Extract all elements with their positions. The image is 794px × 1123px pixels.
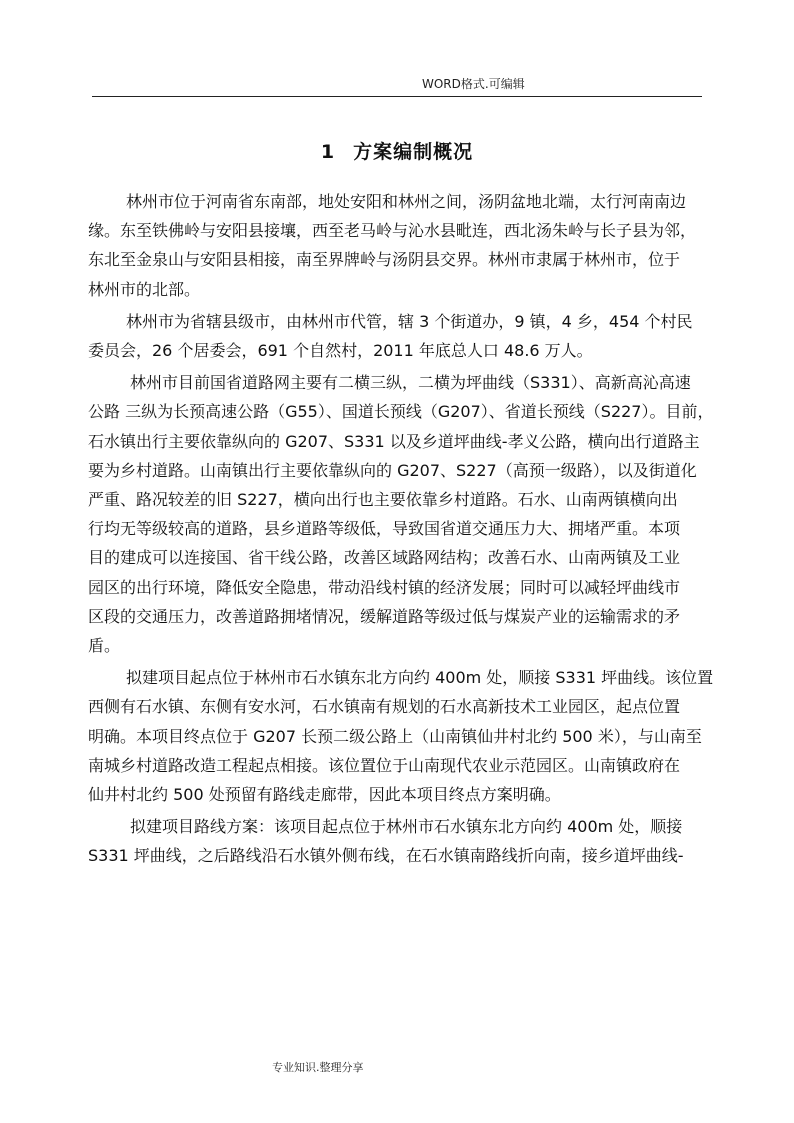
paragraph-line: 西侧有石水镇、东侧有安水河，石水镇南有规划的石水高新技术工业园区，起点位置 bbox=[88, 697, 681, 717]
paragraph bbox=[88, 368, 714, 660]
paragraph-line: 目的建成可以连接国、省干线公路，改善区域路网结构；改善石水、山南两镇及工业 bbox=[88, 548, 681, 568]
paragraph bbox=[88, 663, 714, 809]
page-footer: 专业知识.整理分享 bbox=[272, 1061, 364, 1074]
paragraph-line: 南城乡村道路改造工程起点相接。该位置位于山南现代农业示范园区。山南镇政府在 bbox=[88, 755, 681, 775]
paragraph-line: 盾。 bbox=[88, 636, 121, 656]
paragraph-line: 公路 三纵为长预高速公路（G55）、国道长预线（G207）、省道长预线（S227）。目前， bbox=[88, 402, 714, 422]
paragraph-line: 东北至金泉山与安阳县相接，南至界牌岭与汤阴县交界。林州市隶属于林州市，位于 bbox=[88, 250, 681, 270]
paragraph-line: 委员会，26 个居委会，691 个自然村，2011 年底总人口 48.6 万人。 bbox=[88, 341, 593, 361]
paragraph-line: 明确。本项目终点位于 G207 长预二级公路上（山南镇仙井村北约 500 米），与山南至 bbox=[88, 726, 702, 746]
paragraph-line: 严重、路况较差的旧 S227，横向出行也主要依靠乡村道路。石水、山南两镇横向出 bbox=[88, 490, 678, 510]
page-header bbox=[92, 74, 702, 97]
section-title bbox=[92, 140, 702, 164]
header-text: WORD格式.可编辑 bbox=[422, 77, 525, 91]
document-body bbox=[88, 187, 714, 871]
paragraph-line: 区段的交通压力，改善道路拥堵情况，缓解道路等级过低与煤炭产业的运输需求的矛 bbox=[88, 606, 681, 626]
paragraph-line: 石水镇出行主要依靠纵向的 G207、S331 以及乡道坪曲线-孝义公路，横向出行道路主 bbox=[88, 431, 700, 451]
paragraph-line: 要为乡村道路。山南镇出行主要依靠纵向的 G207、S227（高预一级路），以及街道化 bbox=[88, 460, 697, 480]
paragraph-line: 拟建项目起点位于林州市石水镇东北方向约 400m 处，顺接 S331 坪曲线。该位置 bbox=[110, 668, 714, 688]
paragraph bbox=[88, 812, 710, 870]
section-number: 1 bbox=[320, 141, 336, 163]
paragraph bbox=[88, 187, 710, 304]
paragraph-line: 拟建项目路线方案：该项目起点位于林州市石水镇东北方向约 400m 处，顺接 bbox=[114, 817, 683, 837]
section-title-text: 方案编制概况 bbox=[353, 141, 474, 163]
paragraph-line: 林州市位于河南省东南部，地处安阳和林州之间，汤阴盆地北端，太行河南南边 bbox=[110, 192, 687, 211]
paragraph-line: 林州市为省辖县级市，由林州市代管，辖 3 个街道办，9 镇，4 乡，454 个村民 bbox=[110, 311, 693, 331]
paragraph-line: 缘。东至铁佛岭与安阳县接壤，西至老马岭与沁水县毗连，西北汤朱岭与长子县为邻， bbox=[88, 221, 697, 241]
paragraph-line: 园区的出行环境，降低安全隐患，带动沿线村镇的经济发展；同时可以减轻坪曲线市 bbox=[88, 577, 681, 597]
paragraph-line: S331 坪曲线，之后路线沿石水镇外侧布线，在石水镇南路线折向南，接乡道坪曲线- bbox=[88, 846, 684, 866]
paragraph-line: 林州市的北部。 bbox=[88, 279, 201, 299]
paragraph-line: 行均无等级较高的道路，县乡道路等级低，导致国省道交通压力大、拥堵严重。本项 bbox=[88, 519, 681, 539]
paragraph-line: 林州市目前国省道路网主要有二横三纵，二横为坪曲线（S331）、高新高沁高速 bbox=[114, 373, 691, 393]
paragraph bbox=[88, 307, 710, 365]
paragraph-line: 仙井村北约 500 处预留有路线走廊带，因此本项目终点方案明确。 bbox=[88, 785, 561, 805]
